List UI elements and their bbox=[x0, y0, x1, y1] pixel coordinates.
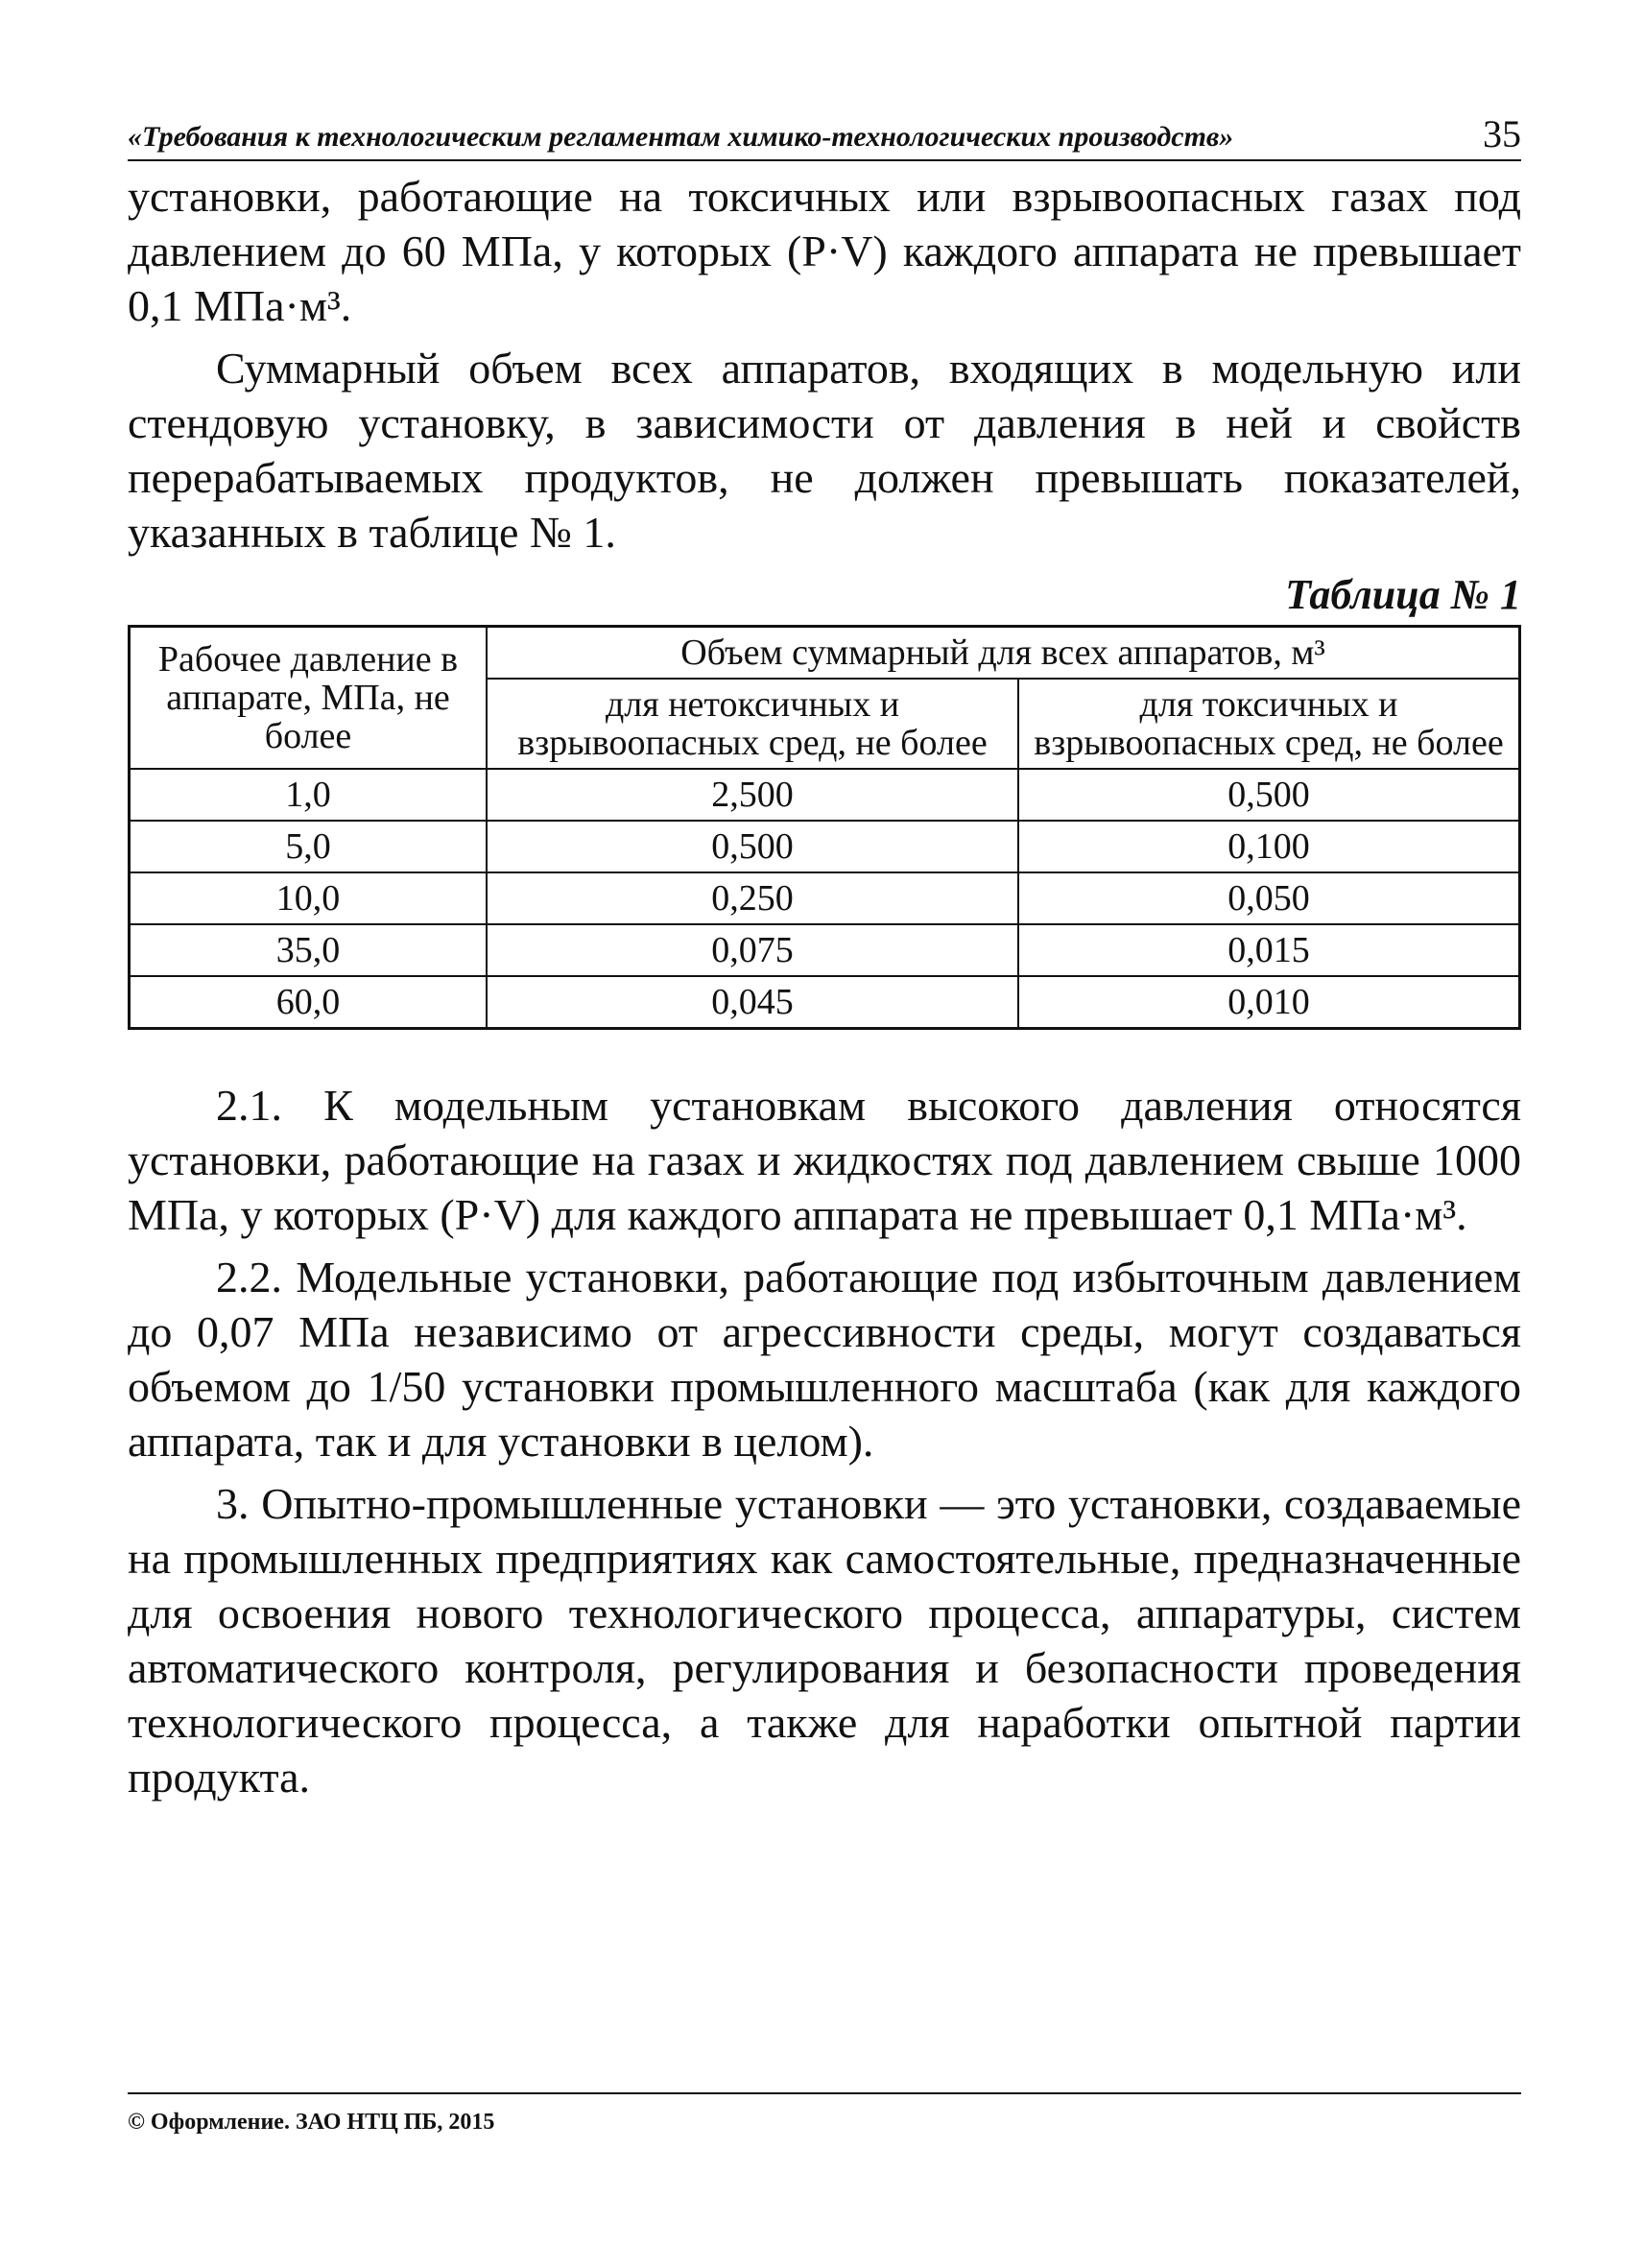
page-number: 35 bbox=[1483, 112, 1521, 155]
paragraph-2-2: 2.2. Модельные установки, работающие под избыточным давлением до 0,07 МПа независимо от агрессивности среды, могут создаваться объемом до 1/50 установки промышленного масштаба (как для каждого аппарата, так и для установки в целом). bbox=[128, 1253, 1521, 1466]
running-header bbox=[128, 112, 1521, 161]
table-row bbox=[130, 821, 1520, 872]
cell-toxic: 0,050 bbox=[1018, 872, 1520, 924]
cell-nontoxic: 2,500 bbox=[487, 769, 1018, 821]
table-header-row bbox=[130, 627, 1520, 680]
header-volume: Объем суммарный для всех аппаратов, м³ bbox=[487, 627, 1520, 680]
cell-pressure: 10,0 bbox=[130, 872, 488, 924]
paragraph-continued: установки, работающие на токсичных или взрывоопасных газах под давлением до 60 МПа, у которых (P·V) каждого аппарата не превышает 0,1 МПа·м³. bbox=[128, 172, 1521, 330]
page-footer bbox=[128, 2092, 1521, 2136]
cell-nontoxic: 0,075 bbox=[487, 924, 1018, 976]
table-row bbox=[130, 769, 1520, 821]
cell-toxic: 0,010 bbox=[1018, 976, 1520, 1029]
paragraph-2-1: 2.1. К модельным установкам высокого давления относятся установки, работающие на газах и жидкостях под давлением свыше 1000 МПа, у которых (P·V) для каждого аппарата не превышает 0,1 МПа·м³. bbox=[128, 1081, 1521, 1239]
cell-nontoxic: 0,500 bbox=[487, 821, 1018, 872]
table-caption: Таблица № 1 bbox=[1285, 571, 1521, 618]
document-page bbox=[128, 112, 1521, 1804]
cell-pressure: 5,0 bbox=[130, 821, 488, 872]
cell-pressure: 35,0 bbox=[130, 924, 488, 976]
paragraph-total-volume: Суммарный объем всех аппаратов, входящих в модельную или стендовую установку, в зависимости от давления в ней и свойств перерабатываемых продуктов, не должен превышать показателей, указанных в таблице № 1. bbox=[128, 344, 1521, 557]
paragraph-3: 3. Опытно-промышленные установки — это установки, создаваемые на промышленных предприятиях как самостоятельные, предназначенные для освоения нового технологического процесса, аппаратуры, систем автоматического контроля, регулирования и безопасности проведения технологического процесса, а также для наработки опытной партии продукта. bbox=[128, 1479, 1521, 1802]
table-row bbox=[130, 924, 1520, 976]
volume-table bbox=[128, 625, 1521, 1030]
header-toxic: для токсичных и взрывоопасных сред, не более bbox=[1018, 679, 1520, 769]
cell-toxic: 0,015 bbox=[1018, 924, 1520, 976]
header-title: «Требования к технологическим регламентам химико-технологических производств» bbox=[128, 121, 1234, 153]
header-nontoxic: для нетоксичных и взрывоопасных сред, не более bbox=[487, 679, 1018, 769]
cell-pressure: 60,0 bbox=[130, 976, 488, 1029]
cell-toxic: 0,100 bbox=[1018, 821, 1520, 872]
header-pressure: Рабочее давление в аппарате, МПа, не более bbox=[130, 627, 488, 770]
footer-copyright: © Оформление. ЗАО НТЦ ПБ, 2015 bbox=[128, 2110, 495, 2135]
cell-nontoxic: 0,045 bbox=[487, 976, 1018, 1029]
cell-pressure: 1,0 bbox=[130, 769, 488, 821]
table-row bbox=[130, 872, 1520, 924]
cell-toxic: 0,500 bbox=[1018, 769, 1520, 821]
cell-nontoxic: 0,250 bbox=[487, 872, 1018, 924]
table-row bbox=[130, 976, 1520, 1029]
